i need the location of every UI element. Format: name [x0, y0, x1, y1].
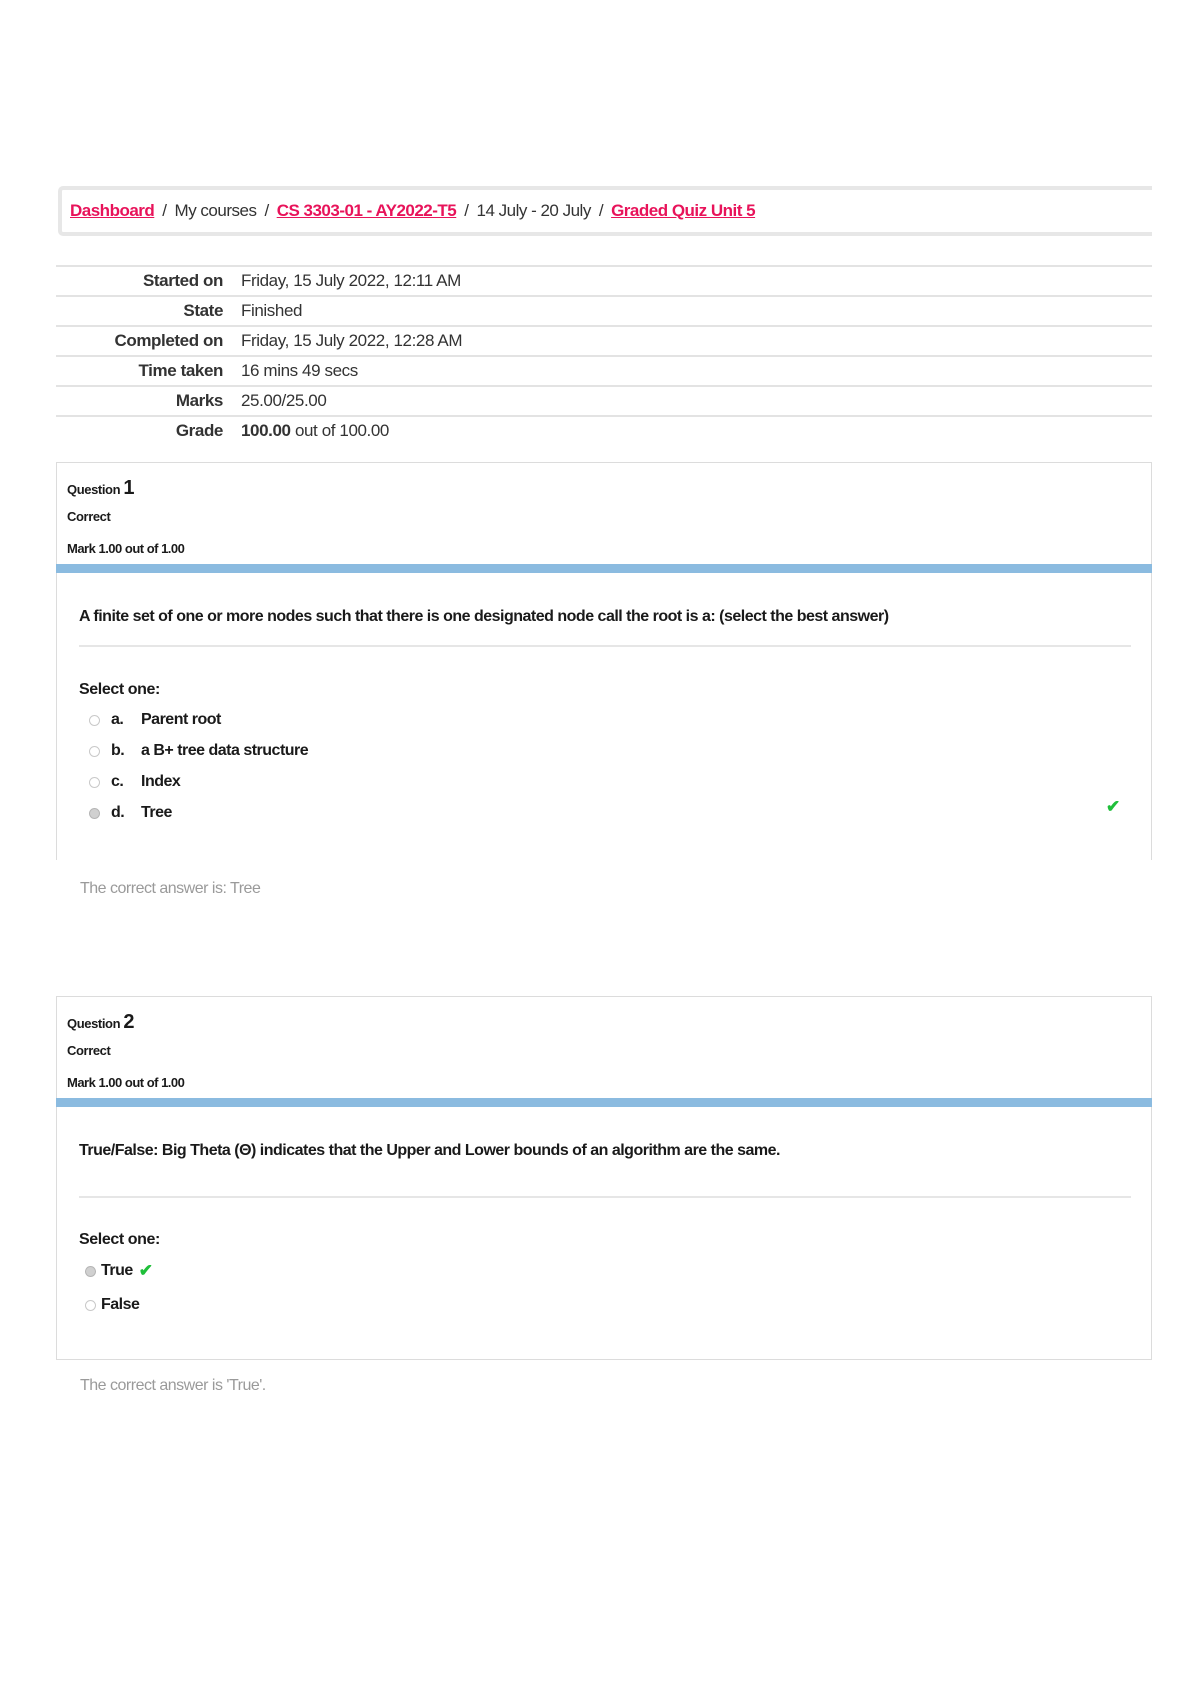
summary-row-grade [56, 415, 1152, 445]
question-number-value: 1 [123, 477, 135, 499]
started-label: Started on [142, 271, 223, 290]
question-divider [79, 1196, 1131, 1198]
breadcrumb [58, 186, 1152, 236]
completed-value: Friday, 15 July 2022, 12:28 AM [241, 331, 463, 350]
grade-value-wrap [241, 421, 389, 441]
check-icon: ✔ [138, 1261, 153, 1280]
radio-button[interactable] [89, 746, 100, 757]
breadcrumb-separator: / [264, 201, 269, 220]
summary-row-marks [56, 385, 1152, 415]
question-divider [79, 645, 1131, 647]
completed-label: Completed on [114, 331, 223, 350]
option-text: Index [141, 773, 181, 790]
radio-button[interactable] [89, 715, 100, 726]
grade-value: 100.00 [241, 421, 291, 440]
option-letter: c. [111, 773, 124, 790]
grade-label: Grade [175, 421, 223, 440]
option-text: False [101, 1296, 140, 1313]
breadcrumb-dashboard-link[interactable]: Dashboard [70, 201, 155, 220]
select-one-label: Select one: [79, 681, 160, 698]
select-one-label: Select one: [79, 1231, 160, 1248]
breadcrumb-course-link[interactable]: CS 3303-01 - AY2022-T5 [276, 201, 457, 220]
question-2-info-bar [56, 1098, 1152, 1107]
question-2-content [56, 1107, 1152, 1360]
time-taken-label: Time taken [138, 361, 223, 380]
question-grade: Mark 1.00 out of 1.00 [67, 1075, 185, 1090]
radio-button[interactable] [89, 777, 100, 788]
question-number [67, 477, 134, 500]
question-1-feedback: The correct answer is: Tree [80, 880, 261, 897]
option-letter: d. [111, 804, 125, 821]
question-state: Correct [67, 509, 111, 524]
question-grade: Mark 1.00 out of 1.00 [67, 541, 185, 556]
answer-option-c[interactable] [89, 773, 180, 791]
breadcrumb-separator: / [162, 201, 167, 220]
breadcrumb-week: 14 July - 20 July [476, 201, 591, 220]
question-1-content [56, 573, 1152, 860]
breadcrumb-separator: / [464, 201, 469, 220]
question-1-info [56, 462, 1152, 573]
marks-label: Marks [175, 391, 223, 410]
question-1-text: A finite set of one or more nodes such that there is one designated node call the root is a: (select the best answer) [79, 608, 889, 625]
breadcrumb-separator: / [598, 201, 604, 220]
question-label: Question [67, 482, 121, 497]
marks-value: 25.00/25.00 [241, 391, 327, 410]
answer-option-false[interactable] [85, 1296, 139, 1314]
option-text: a B+ tree data structure [141, 742, 309, 759]
started-value: Friday, 15 July 2022, 12:11 AM [241, 271, 461, 290]
breadcrumb-quiz-link[interactable]: Graded Quiz Unit 5 [611, 201, 756, 220]
answer-option-d[interactable] [89, 804, 172, 822]
option-text: Tree [141, 804, 172, 821]
summary-row-time [56, 355, 1152, 385]
question-label: Question [67, 1016, 121, 1031]
summary-row-started [56, 265, 1152, 295]
radio-button[interactable] [85, 1300, 96, 1311]
question-number [67, 1011, 134, 1034]
option-letter: a. [111, 711, 124, 728]
question-2-text: True/False: Big Theta (Θ) indicates that the Upper and Lower bounds of an algorithm are the same. [79, 1142, 780, 1159]
grade-suffix: out of 100.00 [294, 421, 389, 440]
answer-option-true[interactable] [85, 1261, 153, 1281]
option-text: True [101, 1262, 133, 1279]
check-icon: ✔ [1106, 797, 1121, 816]
summary-row-state [56, 295, 1152, 325]
question-state: Correct [67, 1043, 111, 1058]
question-2-info [56, 996, 1152, 1107]
summary-row-completed [56, 325, 1152, 355]
time-taken-value: 16 mins 49 secs [241, 361, 358, 380]
state-label: State [183, 301, 223, 320]
question-number-value: 2 [123, 1011, 135, 1033]
radio-button-selected[interactable] [89, 808, 100, 819]
attempt-summary-table [56, 265, 1152, 445]
option-text: Parent root [141, 711, 221, 728]
question-1-info-bar [56, 564, 1152, 573]
state-value: Finished [241, 301, 303, 320]
answer-option-a[interactable] [89, 711, 221, 729]
breadcrumb-my-courses: My courses [174, 201, 257, 220]
radio-button-selected[interactable] [85, 1266, 96, 1277]
question-2-feedback: The correct answer is 'True'. [80, 1377, 266, 1394]
option-letter: b. [111, 742, 125, 759]
answer-option-b[interactable] [89, 742, 308, 760]
